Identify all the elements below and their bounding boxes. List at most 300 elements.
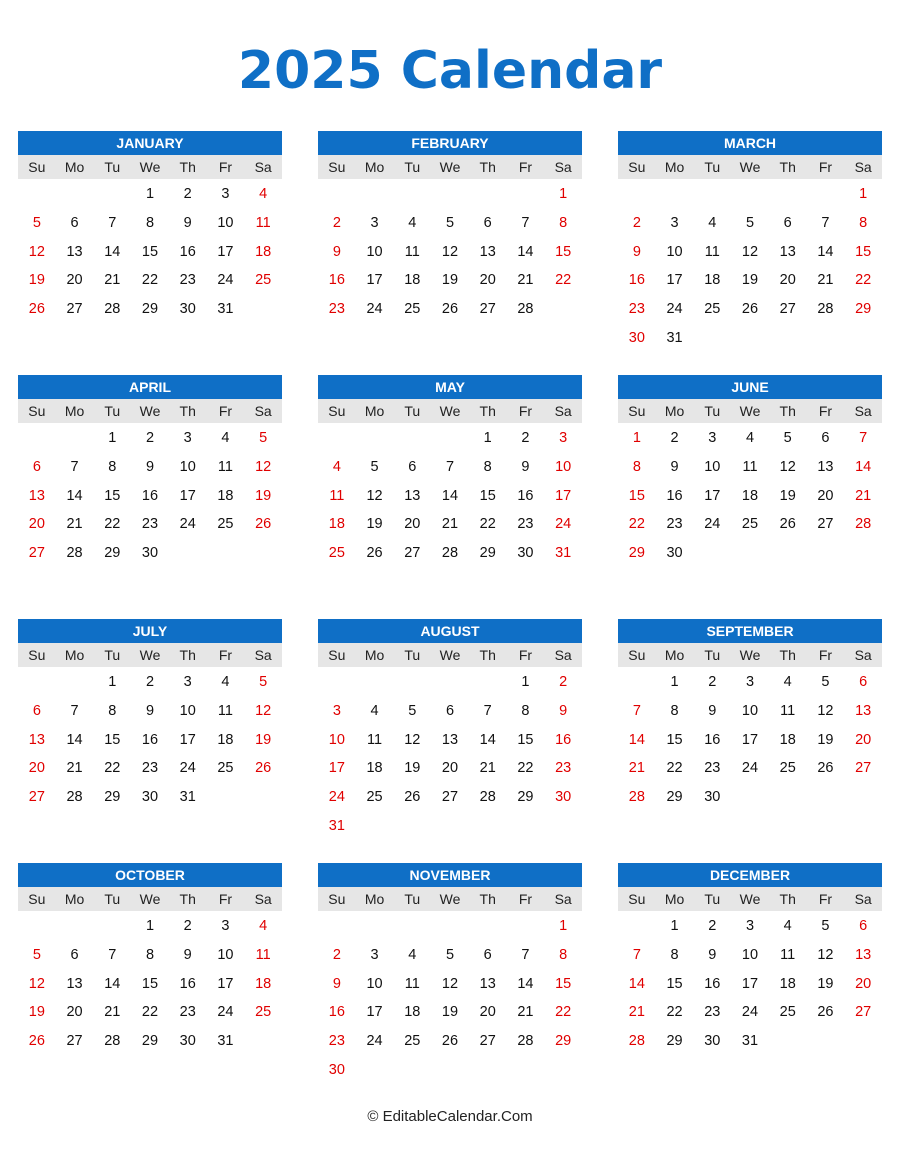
day-cell: 29 (479, 545, 496, 562)
day-cell: 11 (255, 946, 271, 963)
weekday-label: Sa (854, 647, 872, 663)
day-cell: 20 (441, 760, 459, 777)
day-cell: 12 (28, 975, 45, 992)
day-cell: 30 (328, 1061, 345, 1078)
day-cell: 31 (741, 1033, 759, 1050)
day-cell: 18 (404, 1004, 421, 1021)
days-grid (18, 668, 282, 812)
day-cell: 4 (745, 430, 755, 446)
day-cell: 19 (779, 487, 796, 504)
day-cell: 26 (779, 516, 796, 533)
weekday-header-row (618, 399, 882, 423)
day-cell: 17 (179, 731, 196, 748)
empty-day-cell (318, 668, 356, 697)
day-cell: 17 (366, 272, 383, 289)
weekday-label: Sa (854, 159, 872, 175)
weekday-label: We (139, 647, 161, 663)
empty-day-cell (431, 668, 469, 697)
day-cell: 25 (366, 789, 383, 806)
day-cell: 3 (670, 214, 679, 231)
weekday-label: Tu (104, 647, 121, 663)
weekday-label: Fr (818, 403, 833, 419)
day-cell: 26 (366, 545, 383, 562)
weekday-label: Mo (364, 403, 385, 419)
day-cell: 8 (670, 702, 679, 719)
day-cell: 4 (783, 674, 792, 690)
empty-day-cell (507, 912, 545, 941)
day-cell: 30 (517, 545, 534, 562)
weekday-label: Fr (218, 159, 233, 175)
month-header: DECEMBER (618, 863, 882, 887)
day-cell: 20 (779, 272, 796, 289)
day-cell: 3 (221, 186, 230, 202)
day-cell: 29 (141, 1033, 159, 1050)
day-cell: 27 (817, 516, 834, 533)
day-cell: 24 (217, 272, 234, 289)
day-cell: 28 (104, 1033, 121, 1050)
weekday-label: Th (179, 647, 196, 663)
weekday-label: Sa (554, 159, 572, 175)
weekday-label: Fr (218, 647, 233, 663)
day-cell: 19 (255, 487, 272, 504)
day-cell: 13 (817, 458, 834, 475)
weekday-label: Su (28, 891, 46, 907)
weekday-label: Mo (364, 159, 385, 175)
day-cell: 16 (141, 487, 159, 504)
weekday-label: Su (28, 647, 46, 663)
day-cell: 3 (183, 674, 192, 690)
day-cell: 6 (483, 214, 492, 231)
empty-day-cell (318, 912, 356, 941)
day-cell: 18 (779, 731, 796, 748)
day-cell: 25 (404, 1033, 421, 1050)
day-cell: 27 (855, 1004, 872, 1021)
day-cell: 5 (259, 430, 268, 446)
day-cell: 1 (670, 918, 679, 934)
weekday-label: We (139, 403, 161, 419)
day-cell: 4 (408, 214, 417, 231)
days-grid (318, 912, 582, 1085)
empty-day-cell (356, 180, 394, 209)
day-cell: 3 (745, 918, 755, 934)
empty-day-cell (56, 912, 94, 941)
day-cell: 19 (404, 760, 421, 777)
month-september (618, 619, 882, 812)
weekday-label: Sa (854, 891, 872, 907)
day-cell: 13 (479, 975, 496, 992)
day-cell: 11 (329, 487, 345, 504)
day-cell: 5 (259, 674, 268, 690)
day-cell: 31 (328, 817, 345, 834)
day-cell: 23 (328, 1033, 345, 1050)
weekday-label: Th (479, 891, 496, 907)
day-cell: 14 (66, 731, 83, 748)
day-cell: 28 (628, 789, 645, 806)
empty-day-cell (393, 668, 431, 697)
weekday-header-row (18, 155, 282, 179)
day-cell: 6 (70, 946, 79, 963)
day-cell: 24 (741, 1004, 759, 1021)
day-cell: 10 (741, 946, 759, 963)
day-cell: 27 (779, 301, 796, 318)
day-cell: 29 (104, 789, 121, 806)
month-july (18, 619, 282, 812)
day-cell: 15 (555, 243, 572, 260)
empty-day-cell (431, 912, 469, 941)
weekday-label: Su (328, 891, 346, 907)
day-cell: 6 (32, 702, 41, 719)
day-cell: 5 (32, 214, 41, 231)
day-cell: 5 (408, 702, 417, 719)
day-cell: 26 (28, 1033, 45, 1050)
weekday-label: Th (479, 403, 496, 419)
day-cell: 17 (366, 1004, 383, 1021)
day-cell: 15 (141, 975, 159, 992)
day-cell: 17 (179, 487, 196, 504)
day-cell: 26 (441, 301, 459, 318)
day-cell: 19 (366, 516, 383, 533)
day-cell: 2 (670, 430, 679, 446)
day-cell: 21 (628, 760, 645, 777)
weekday-label: Fr (818, 891, 833, 907)
day-cell: 16 (179, 975, 196, 992)
empty-day-cell (356, 668, 394, 697)
day-cell: 7 (445, 458, 455, 475)
day-cell: 9 (145, 702, 155, 719)
day-cell: 10 (366, 243, 383, 260)
day-cell: 7 (521, 214, 530, 231)
weekday-label: Mo (64, 159, 85, 175)
day-cell: 13 (441, 731, 459, 748)
day-cell: 25 (255, 272, 272, 289)
day-cell: 26 (817, 760, 834, 777)
day-cell: 16 (328, 1004, 345, 1021)
day-cell: 27 (441, 789, 459, 806)
day-cell: 23 (141, 760, 159, 777)
day-cell: 31 (217, 1033, 234, 1050)
day-cell: 21 (66, 516, 83, 533)
day-cell: 24 (666, 301, 683, 318)
day-cell: 15 (666, 975, 683, 992)
day-cell: 14 (104, 975, 121, 992)
day-cell: 19 (817, 975, 834, 992)
day-cell: 5 (445, 946, 455, 963)
day-cell: 28 (479, 789, 496, 806)
day-cell: 16 (704, 731, 721, 748)
day-cell: 19 (441, 1004, 459, 1021)
weekday-label: Su (628, 403, 646, 419)
days-grid (618, 668, 882, 812)
day-cell: 18 (255, 243, 272, 260)
day-cell: 2 (145, 674, 155, 690)
empty-day-cell (393, 424, 431, 453)
day-cell: 28 (441, 545, 459, 562)
day-cell: 10 (741, 702, 759, 719)
day-cell: 5 (745, 214, 755, 231)
day-cell: 4 (221, 430, 230, 446)
empty-day-cell (618, 912, 656, 941)
weekday-label: Su (328, 403, 346, 419)
day-cell: 14 (66, 487, 83, 504)
day-cell: 12 (366, 487, 383, 504)
weekday-header-row (318, 399, 582, 423)
weekday-header-row (18, 399, 282, 423)
day-cell: 31 (555, 545, 572, 562)
empty-day-cell (356, 424, 394, 453)
month-december (618, 863, 882, 1056)
month-april (18, 375, 282, 568)
day-cell: 20 (817, 487, 834, 504)
day-cell: 18 (366, 760, 383, 777)
day-cell: 12 (741, 243, 759, 260)
day-cell: 10 (704, 458, 721, 475)
weekday-label: Sa (554, 891, 572, 907)
weekday-label: Tu (704, 403, 721, 419)
day-cell: 5 (32, 946, 41, 963)
footer-credit: © EditableCalendar.Com (367, 1108, 533, 1125)
day-cell: 23 (666, 516, 683, 533)
day-cell: 15 (104, 487, 121, 504)
day-cell: 18 (328, 516, 345, 533)
day-cell: 29 (666, 1033, 683, 1050)
day-cell: 30 (555, 789, 572, 806)
day-cell: 17 (704, 487, 721, 504)
days-grid (318, 180, 582, 324)
empty-day-cell (318, 180, 356, 209)
day-cell: 7 (632, 946, 641, 963)
day-cell: 14 (628, 975, 645, 992)
empty-day-cell (469, 912, 507, 941)
day-cell: 25 (217, 760, 234, 777)
month-header: MARCH (618, 131, 882, 155)
day-cell: 6 (483, 946, 492, 963)
day-cell: 16 (555, 731, 572, 748)
day-cell: 11 (780, 702, 796, 719)
day-cell: 5 (445, 214, 455, 231)
day-cell: 9 (145, 458, 155, 475)
day-cell: 6 (70, 214, 79, 231)
day-cell: 23 (328, 301, 345, 318)
day-cell: 6 (408, 458, 417, 475)
day-cell: 2 (559, 674, 568, 690)
empty-day-cell (656, 180, 694, 209)
day-cell: 18 (741, 487, 759, 504)
month-header: AUGUST (318, 619, 582, 643)
day-cell: 17 (741, 975, 759, 992)
day-cell: 17 (741, 731, 759, 748)
empty-day-cell (356, 912, 394, 941)
day-cell: 14 (855, 458, 872, 475)
weekday-label: Tu (704, 647, 721, 663)
day-cell: 3 (559, 430, 568, 446)
day-cell: 22 (141, 272, 159, 289)
empty-day-cell (507, 180, 545, 209)
month-header: FEBRUARY (318, 131, 582, 155)
day-cell: 19 (817, 731, 834, 748)
weekday-label: Th (779, 403, 796, 419)
day-cell: 24 (366, 301, 383, 318)
day-cell: 20 (66, 1004, 83, 1021)
day-cell: 22 (104, 760, 121, 777)
month-header: OCTOBER (18, 863, 282, 887)
day-cell: 3 (183, 430, 192, 446)
day-cell: 3 (370, 946, 379, 963)
day-cell: 14 (628, 731, 645, 748)
day-cell: 22 (666, 760, 683, 777)
day-cell: 22 (555, 272, 572, 289)
day-cell: 26 (817, 1004, 834, 1021)
weekday-label: Th (779, 891, 796, 907)
month-february (318, 131, 582, 324)
day-cell: 7 (108, 946, 117, 963)
day-cell: 20 (855, 731, 872, 748)
day-cell: 2 (183, 918, 192, 934)
day-cell: 28 (104, 301, 121, 318)
empty-day-cell (93, 912, 131, 941)
day-cell: 11 (217, 702, 233, 719)
day-cell: 14 (441, 487, 459, 504)
month-header: NOVEMBER (318, 863, 582, 887)
weekday-label: Tu (104, 891, 121, 907)
day-cell: 13 (855, 702, 872, 719)
day-cell: 31 (179, 789, 196, 806)
weekday-label: Fr (818, 647, 833, 663)
day-cell: 29 (517, 789, 534, 806)
day-cell: 5 (370, 458, 379, 475)
day-cell: 12 (779, 458, 796, 475)
day-cell: 26 (741, 301, 759, 318)
day-cell: 7 (483, 702, 492, 719)
day-cell: 18 (217, 731, 234, 748)
day-cell: 6 (821, 430, 830, 446)
day-cell: 9 (632, 243, 641, 260)
weekday-header-row (618, 155, 882, 179)
weekday-label: Sa (254, 647, 272, 663)
day-cell: 24 (179, 760, 196, 777)
day-cell: 18 (704, 272, 721, 289)
day-cell: 30 (666, 545, 683, 562)
day-cell: 29 (104, 545, 121, 562)
day-cell: 11 (255, 214, 271, 231)
empty-day-cell (469, 180, 507, 209)
weekday-label: Mo (664, 647, 685, 663)
day-cell: 5 (821, 918, 830, 934)
day-cell: 18 (404, 272, 421, 289)
weekday-label: Tu (404, 159, 421, 175)
day-cell: 24 (179, 516, 196, 533)
weekday-label: Mo (364, 647, 385, 663)
weekday-label: Sa (554, 403, 572, 419)
month-header: JUNE (618, 375, 882, 399)
day-cell: 8 (670, 946, 679, 963)
weekday-label: We (739, 647, 761, 663)
day-cell: 29 (628, 545, 645, 562)
day-cell: 6 (859, 674, 868, 690)
weekday-header-row (618, 887, 882, 911)
weekday-label: Th (779, 159, 796, 175)
day-cell: 23 (179, 1004, 196, 1021)
weekday-label: Sa (254, 403, 272, 419)
weekday-label: Su (28, 403, 46, 419)
day-cell: 23 (704, 1004, 721, 1021)
day-cell: 22 (479, 516, 496, 533)
day-cell: 31 (666, 329, 683, 346)
day-cell: 10 (179, 458, 196, 475)
days-grid (618, 180, 882, 353)
day-cell: 15 (628, 487, 645, 504)
month-header: JANUARY (18, 131, 282, 155)
day-cell: 3 (745, 674, 755, 690)
day-cell: 25 (741, 516, 759, 533)
empty-day-cell (431, 180, 469, 209)
day-cell: 11 (217, 458, 233, 475)
day-cell: 4 (259, 918, 268, 934)
day-cell: 22 (628, 516, 645, 533)
weekday-label: Th (179, 159, 196, 175)
day-cell: 12 (28, 243, 45, 260)
day-cell: 26 (441, 1033, 459, 1050)
day-cell: 1 (670, 674, 679, 690)
day-cell: 8 (559, 946, 568, 963)
day-cell: 11 (404, 975, 420, 992)
weekday-label: Tu (404, 891, 421, 907)
day-cell: 12 (441, 243, 459, 260)
weekday-label: Fr (518, 403, 533, 419)
day-cell: 27 (404, 545, 421, 562)
day-cell: 23 (628, 301, 645, 318)
day-cell: 28 (517, 301, 534, 318)
day-cell: 2 (183, 186, 192, 202)
day-cell: 19 (441, 272, 459, 289)
day-cell: 8 (559, 214, 568, 231)
weekday-header-row (318, 155, 582, 179)
day-cell: 20 (855, 975, 872, 992)
day-cell: 30 (141, 545, 159, 562)
day-cell: 10 (217, 946, 234, 963)
day-cell: 11 (704, 243, 720, 260)
day-cell: 29 (855, 301, 872, 318)
day-cell: 21 (104, 272, 121, 289)
day-cell: 6 (859, 918, 868, 934)
day-cell: 29 (555, 1033, 572, 1050)
day-cell: 21 (104, 1004, 121, 1021)
day-cell: 4 (370, 702, 379, 719)
day-cell: 17 (217, 975, 234, 992)
weekday-label: Tu (104, 403, 121, 419)
month-header: SEPTEMBER (618, 619, 882, 643)
day-cell: 27 (28, 545, 45, 562)
weekday-label: Su (328, 159, 346, 175)
day-cell: 26 (255, 516, 272, 533)
day-cell: 6 (783, 214, 792, 231)
day-cell: 2 (521, 430, 530, 446)
day-cell: 23 (704, 760, 721, 777)
empty-day-cell (618, 668, 656, 697)
day-cell: 2 (332, 946, 341, 963)
day-cell: 1 (559, 918, 568, 934)
day-cell: 1 (632, 430, 641, 446)
day-cell: 1 (145, 918, 155, 934)
weekday-label: Th (179, 891, 196, 907)
month-november (318, 863, 582, 1085)
day-cell: 13 (28, 731, 45, 748)
day-cell: 28 (817, 301, 834, 318)
day-cell: 30 (704, 1033, 721, 1050)
day-cell: 3 (708, 430, 717, 446)
empty-day-cell (393, 180, 431, 209)
day-cell: 16 (141, 731, 159, 748)
day-cell: 9 (670, 458, 679, 475)
